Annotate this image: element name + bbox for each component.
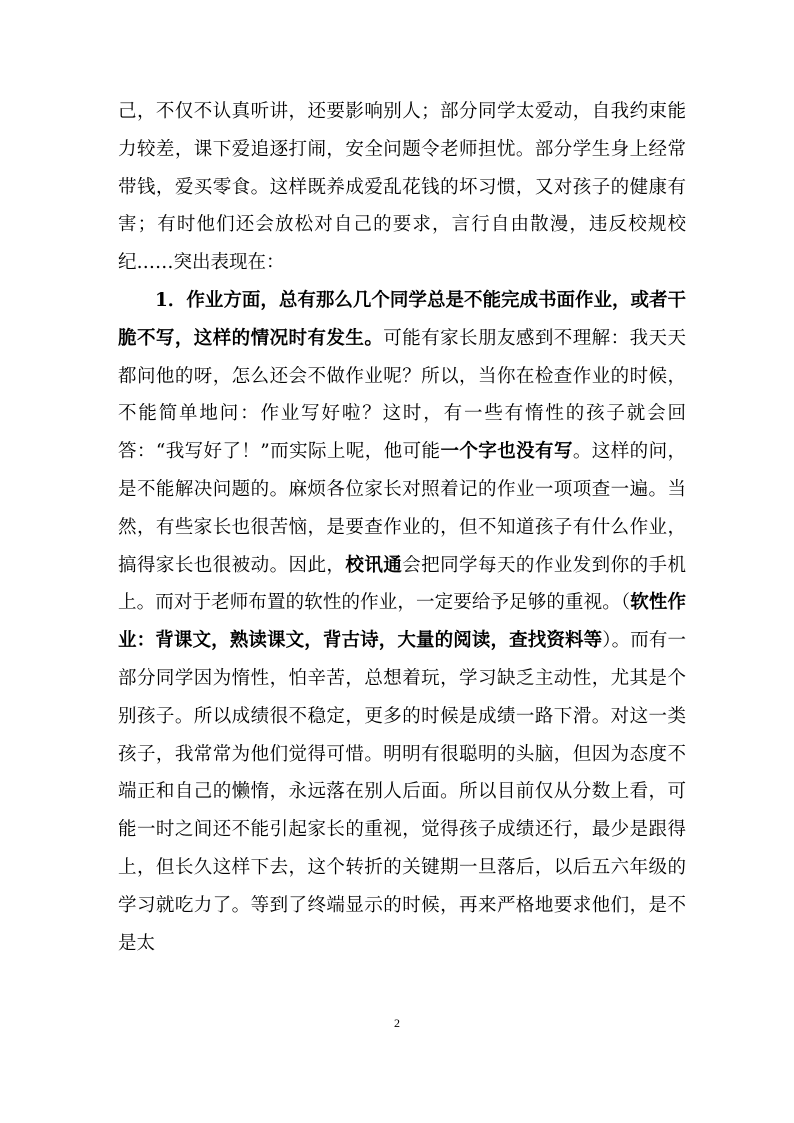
soft-homework-bold: 软性作业：背课文，熟读课文，背古诗，大量的阅读，查找资料等 [118, 592, 686, 652]
page-number: 2 [394, 1016, 400, 1030]
paragraph-text: 会把同学每天的作业发到你的手机上。而对于老师布置的软性的作业，一定要给予足够的重视。（ [118, 554, 686, 614]
homework-heading-bold: 1．作业方面，总有那么几个同学总是不能完成书面作业，或者干脆不写，这样的情况时有发生。 [118, 289, 686, 349]
document-page [118, 93, 686, 962]
paragraph-text: ）。而有一部分同学因为惰性，怕辛苦，总想着玩，学习缺乏主动性，尤其是个别孩子。所以成绩很不稳定，更多的时候是成绩一路下滑。对这一类孩子，我常常为他们觉得可惜。明明有很聪明的头脑，但因为态度不端正和自己的懒惰，永远落在别人后面。所以目前仅从分数上看，可能一时之间还不能引起家长的重视，觉得孩子成绩还行，最少是跟得上，但长久这样下去，这个转折的关键期一旦落后，以后五六年级的学习就吃力了。等到了终端显示的时候，再来严格地要求他们，是不是太 [118, 630, 686, 954]
paragraph-text: 可能有家长朋友感到不理解：我天天都问他的呀，怎么还会不做作业呢？所以，当你在检查作业的时候，不能简单地问：作业写好啦？这时，有一些有惰性的孩子就会回答：“我写好了！”而实际上呢，他可能 [118, 327, 686, 463]
paragraph-homework [118, 282, 686, 962]
emphasis-bold: 校讯通 [345, 554, 403, 576]
emphasis-bold: 一个字也没有写 [440, 441, 573, 463]
paragraph-behavior: 己，不仅不认真听讲，还要影响别人；部分同学太爱动，自我约束能力较差，课下爱追逐打闹，安全问题令老师担忧。部分学生身上经常带钱，爱买零食。这样既养成爱乱花钱的坏习惯，又对孩子的健康有害；有时他们还会放松对自己的要求，言行自由散漫，违反校规校纪……突出表现在： [118, 101, 686, 274]
paragraph-text: 。这样的问，是不能解决问题的。麻烦各位家长对照着记的作业一项项查一遍。当然，有些家长也很苦恼，是要查作业的，但不知道孩子有什么作业，搞得家长也很被动。因此， [118, 441, 686, 576]
